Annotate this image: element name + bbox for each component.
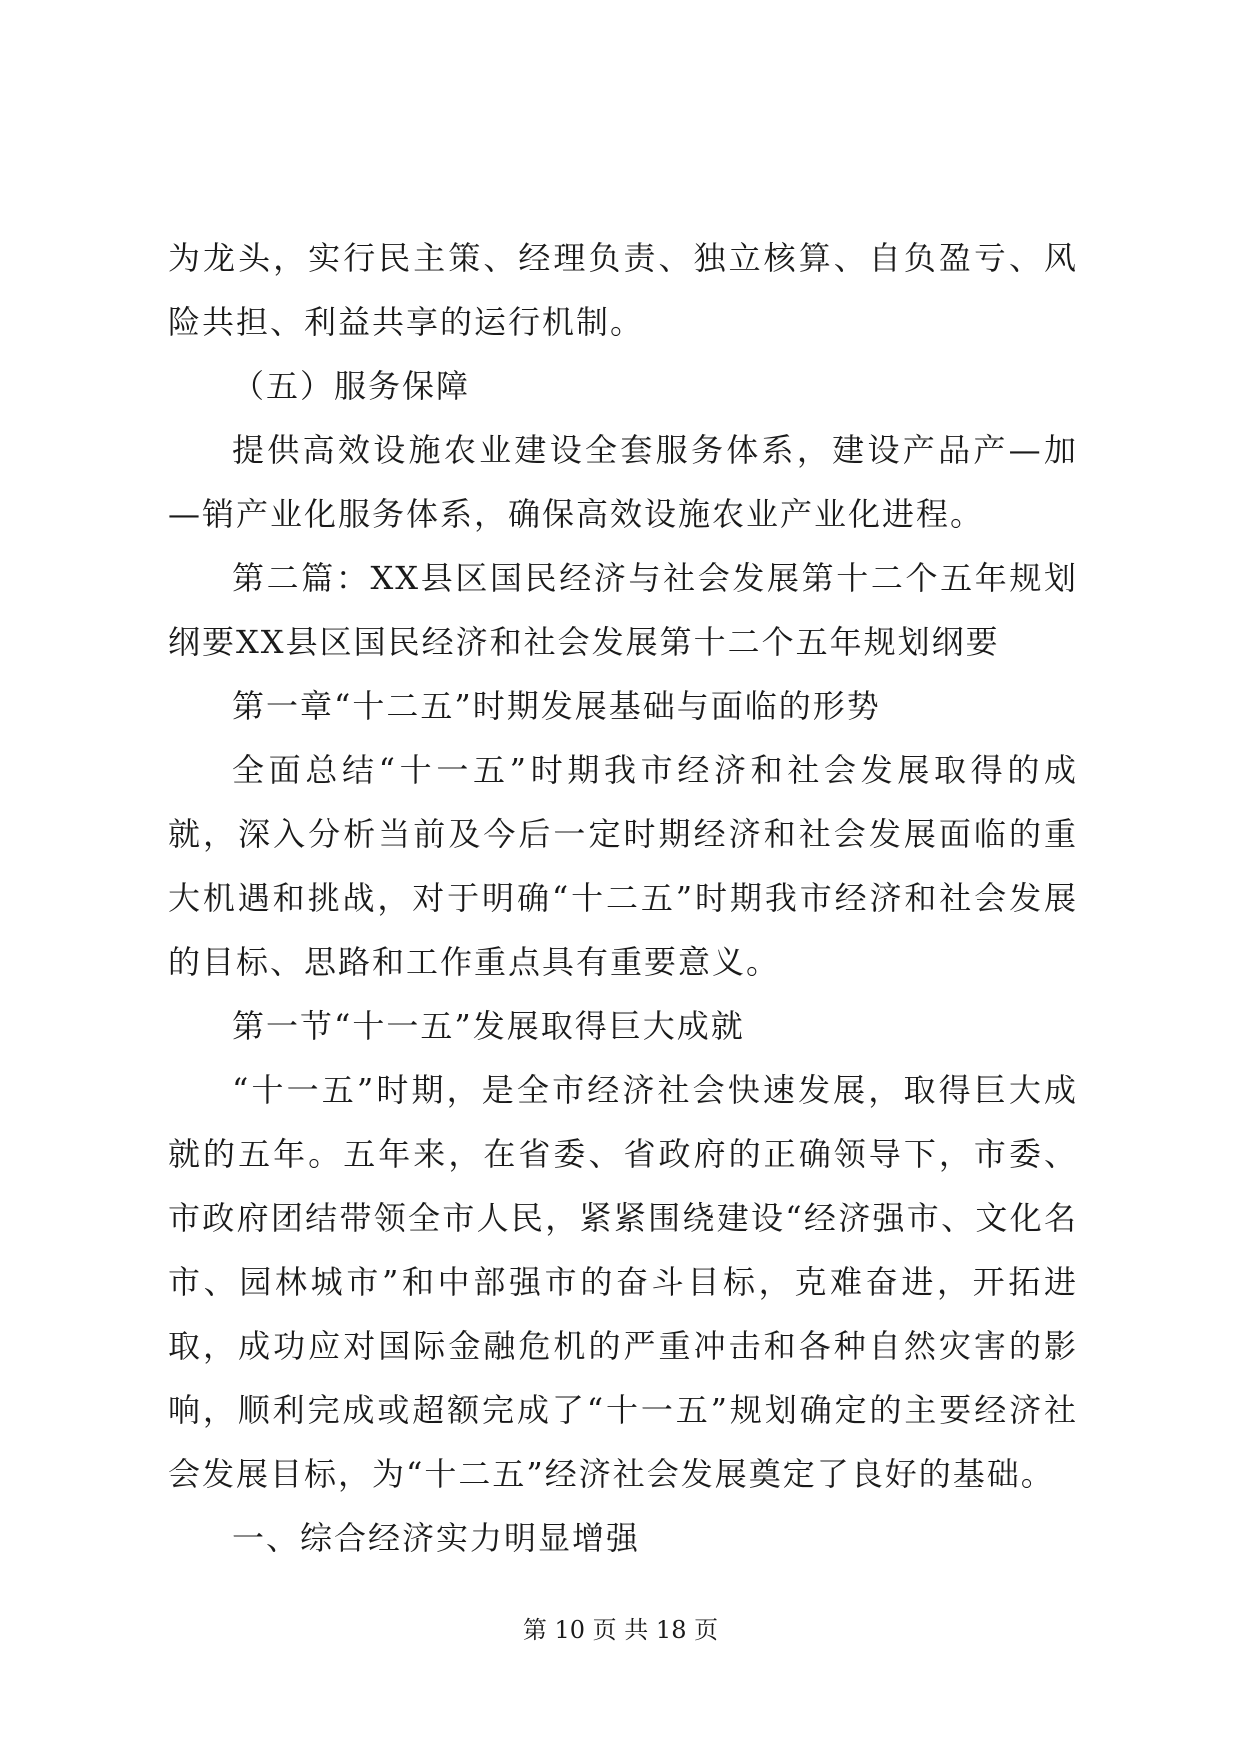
document-body [168, 226, 1078, 1570]
paragraph-achievements: “十一五”时期，是全市经济社会快速发展，取得巨大成就的五年。五年来，在省委、省政府的正确领导下，市委、市政府团结带领全市人民，紧紧围绕建设“经济强市、文化名市、园林城市”和中部强市的奋斗目标，克难奋进，开拓进取，成功应对国际金融危机的严重冲击和各种自然灾害的影响，顺利完成或超额完成了“十一五”规划确定的主要经济社会发展目标，为“十二五”经济社会发展奠定了良好的基础。 [168, 1071, 1078, 1493]
page-number-footer: 第 10 页 共 18 页 [522, 1616, 719, 1644]
section-heading-service-guarantee: （五）服务保障 [232, 367, 471, 405]
paragraph-continued: 为龙头，实行民主策、经理负责、独立核算、自负盈亏、风险共担、利益共享的运行机制。 [168, 239, 1078, 341]
paragraph-summary: 全面总结“十一五”时期我市经济和社会发展取得的成就，深入分析当前及今后一定时期经济和社会发展面临的重大机遇和挑战，对于明确“十二五”时期我市经济和社会发展的目标、思路和工作重点具有重要意义。 [168, 751, 1078, 981]
chapter-heading: 第一章“十二五”时期发展基础与面临的形势 [232, 687, 881, 725]
section-heading-achievements: 第一节“十一五”发展取得巨大成就 [232, 1007, 745, 1045]
subsection-heading-economic-strength: 一、综合经济实力明显增强 [232, 1519, 641, 1557]
part-heading-plan-outline: 第二篇：XX县区国民经济与社会发展第十二个五年规划纲要XX县区国民经济和社会发展第十二个五年规划纲要 [168, 559, 1078, 661]
paragraph-service-system: 提供高效设施农业建设全套服务体系，建设产品产—加—销产业化服务体系，确保高效设施农业产业化进程。 [168, 431, 1078, 533]
